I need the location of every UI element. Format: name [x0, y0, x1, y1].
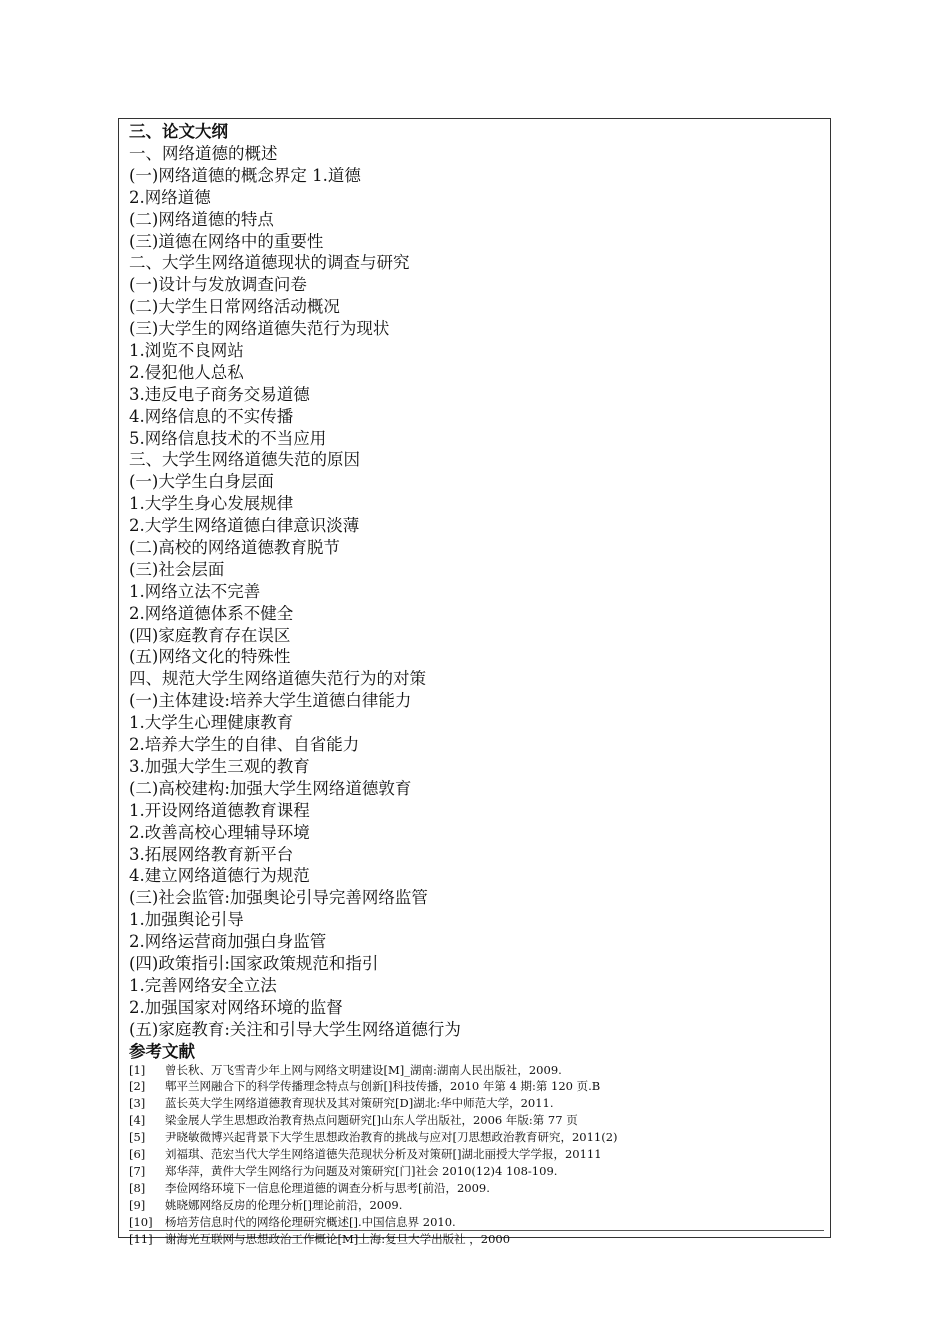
outline-item: (五)家庭教育:关注和引导大学生网络道德行为	[129, 1019, 461, 1039]
reference-item	[129, 1129, 824, 1146]
reference-text: 尹晓敏微博兴起背景下大学生思想政治教育的挑战与应对[刀思想政治教育研究，2011(2)	[165, 1130, 618, 1145]
outline-item: 2.培养大学生的自律、自省能力	[129, 735, 360, 755]
outline-item: (二)高校建构:加强大学生网络道德敦育	[129, 778, 412, 798]
reference-text: 郑华萍，黄件大学生网络行为问题及对策研究[门]社会 2010(12)4 108-109.	[165, 1163, 558, 1178]
reference-text: 姚晓娜网络反房的伦理分析[]理论前沿，2009.	[165, 1197, 403, 1212]
cell-content	[129, 121, 824, 1248]
outline-item: 4.网络信息的不实传播	[129, 406, 294, 426]
outline-item: (一)主体建设:培养大学生道德白律能力	[129, 691, 412, 711]
outline-item: 2.大学生网络道德白律意识淡薄	[129, 516, 360, 536]
reference-text: 杨培芳信息时代的网络伦理研究概述[].中国信息界 2010.	[165, 1214, 456, 1229]
outline-item: 5.网络信息技术的不当应用	[129, 428, 327, 448]
outline-item: 1.网络立法不完善	[129, 581, 261, 601]
outline-item: (一)大学生白身层面	[129, 472, 274, 492]
reference-text: 郫平兰网融合下的科学传播理念特点与创新[]科技传播，2010 年第 4 期:第 120 页.B	[165, 1079, 601, 1094]
references-title: 参考文献	[129, 1041, 195, 1061]
reference-item	[129, 1112, 824, 1129]
reference-number: [10]	[129, 1214, 153, 1229]
reference-text: 刘福琪、范宏当代大学生网络道德失范现状分析及对策研[]湖北丽授大学学报，20111	[165, 1146, 602, 1161]
reference-number: [5]	[129, 1130, 146, 1145]
outline-item: 3.拓展网络教育新平台	[129, 844, 294, 864]
outline-item: 1.加强舆论引导	[129, 910, 244, 930]
reference-item	[129, 1214, 824, 1231]
reference-number: [9]	[129, 1197, 146, 1212]
section-title: 三、论文大纲	[129, 122, 228, 141]
outline-item: 1.开设网络道德教育课程	[129, 800, 310, 820]
reference-item	[129, 1146, 824, 1163]
outline-item: 2.网络道德体系不健全	[129, 603, 294, 623]
references-list	[129, 1062, 824, 1249]
outline-item: 2.侵犯他人总私	[129, 362, 244, 382]
outline-item: 3.加强大学生三观的教育	[129, 756, 310, 776]
reference-number: [11]	[129, 1232, 153, 1247]
outline-item: (三)大学生的网络道德失范行为现状	[129, 319, 390, 339]
outline-item: (三)社会层面	[129, 559, 225, 579]
outline-item: 四、规范大学生网络道德失范行为的对策	[129, 669, 426, 689]
reference-number: [2]	[129, 1079, 146, 1094]
reference-number: [4]	[129, 1113, 146, 1128]
outline-item: (二)网络道德的特点	[129, 209, 274, 229]
reference-item	[129, 1062, 824, 1079]
reference-item	[129, 1230, 824, 1248]
outline-item: (二)高校的网络道德教育脱节	[129, 538, 340, 558]
outline-item: (三)道德在网络中的重要性	[129, 231, 324, 251]
outline-item: (五)网络文化的特殊性	[129, 647, 291, 667]
outline-item: 一、网络道德的概述	[129, 144, 278, 163]
outline-item: (一)设计与发放调查问卷	[129, 275, 307, 295]
reference-number: [7]	[129, 1163, 146, 1178]
outline-item: 2.改善高校心理辅导环境	[129, 822, 310, 842]
outline-list	[129, 143, 824, 1041]
reference-item	[129, 1078, 824, 1095]
outline-item: (三)社会监管:加强奥论引导完善网络监管	[129, 888, 428, 908]
outline-item: 2.网络道德	[129, 187, 211, 207]
outline-item: 1.浏览不良网站	[129, 341, 244, 361]
outline-item: 1.大学生心理健康教育	[129, 713, 294, 733]
reference-item	[129, 1163, 824, 1180]
outline-table-cell	[118, 118, 831, 1247]
outline-item: 三、大学生网络道德失范的原因	[129, 450, 360, 470]
reference-number: [6]	[129, 1146, 146, 1161]
outline-item: 2.加强国家对网络环境的监督	[129, 997, 343, 1017]
outline-item: 3.违反电子商务交易道德	[129, 384, 310, 404]
outline-item: 1.完善网络安全立法	[129, 975, 277, 995]
outline-item: 1.大学生身心发展规律	[129, 494, 294, 514]
outline-item: 4.建立网络道德行为规范	[129, 866, 310, 886]
reference-number: [1]	[129, 1062, 146, 1077]
reference-text: 蓝长英大学生网络道德教育现状及其对策研究[D]湖北:华中师范大学，2011.	[165, 1096, 554, 1111]
reference-item	[129, 1180, 824, 1197]
reference-item	[129, 1095, 824, 1112]
reference-text: 梁金展人学生思想政治教育热点问题研究[]山东人学出版社，2006 年版:第 77 页	[165, 1113, 578, 1128]
reference-number: [3]	[129, 1096, 146, 1111]
reference-text: 曾长秋、万飞雪青少年上网与网络文明建设[M]_湖南:湖南人民出版社，2009.	[165, 1062, 562, 1077]
reference-text: 谢海光互联网与思想政治工作概论[M]上海:复旦大学出版社 ，2000	[165, 1232, 511, 1247]
reference-text: 李俭网络环境下一信息伦理道德的调查分析与思考[前沿，2009.	[165, 1180, 490, 1195]
outline-item: (二)大学生日常网络活动概况	[129, 297, 340, 317]
outline-item: 2.网络运营商加强白身监管	[129, 932, 327, 952]
reference-item	[129, 1197, 824, 1214]
outline-item: (四)政策指引:国家政策规范和指引	[129, 953, 379, 973]
outline-item: (一)网络道德的概念界定 1.道德	[129, 165, 361, 185]
outline-item: 二、大学生网络道德现状的调查与研究	[129, 253, 410, 273]
outline-item: (四)家庭教育存在误区	[129, 625, 291, 645]
reference-number: [8]	[129, 1180, 146, 1195]
